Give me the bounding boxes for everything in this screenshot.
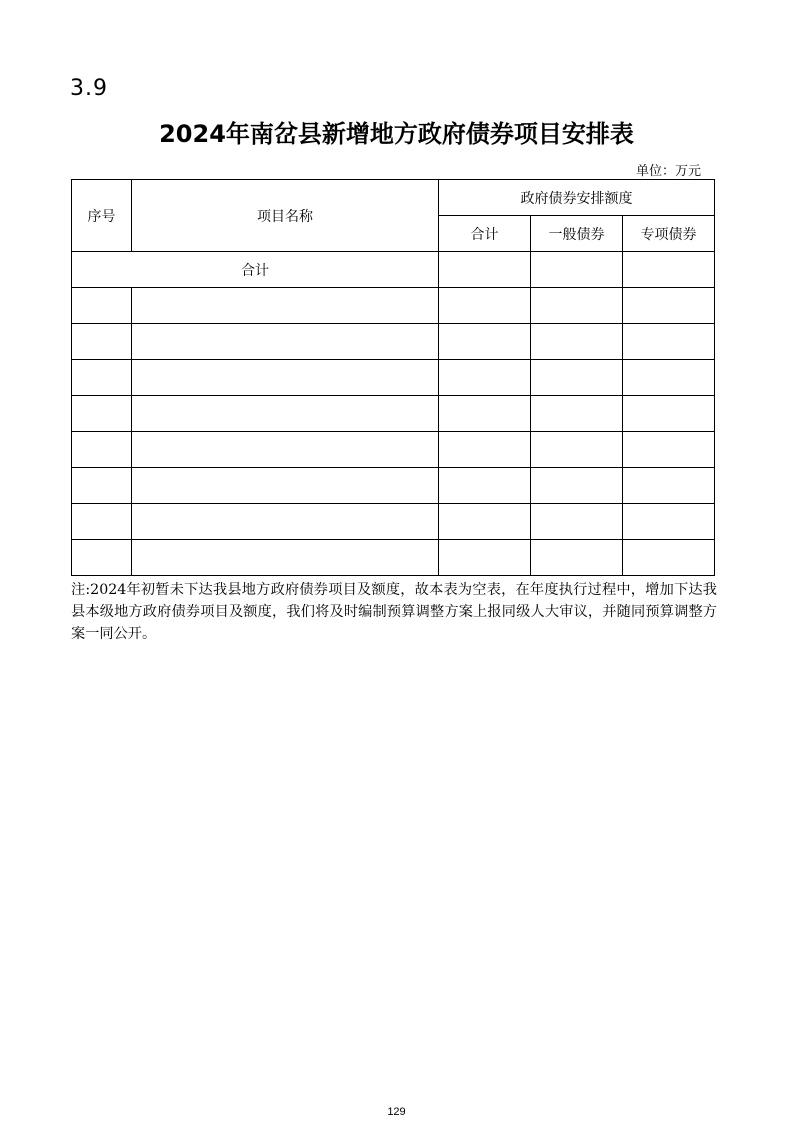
table-cell bbox=[439, 432, 531, 468]
table-cell bbox=[132, 360, 439, 396]
table-cell bbox=[623, 432, 715, 468]
table-cell bbox=[531, 288, 623, 324]
table-cell bbox=[72, 396, 132, 432]
table-cell bbox=[72, 540, 132, 576]
table-cell bbox=[439, 360, 531, 396]
table-row bbox=[72, 540, 715, 576]
table-cell bbox=[132, 504, 439, 540]
table-row bbox=[72, 432, 715, 468]
table-cell bbox=[439, 288, 531, 324]
header-arrangement: 政府债券安排额度 bbox=[439, 180, 715, 216]
table-row bbox=[72, 324, 715, 360]
table-header-row bbox=[72, 180, 715, 216]
table-cell bbox=[623, 468, 715, 504]
table-cell bbox=[439, 504, 531, 540]
table-cell bbox=[531, 504, 623, 540]
header-project-name: 项目名称 bbox=[132, 180, 439, 252]
total-row bbox=[72, 252, 715, 288]
table-cell bbox=[531, 432, 623, 468]
page-title: 2024年南岔县新增地方政府债券项目安排表 bbox=[159, 120, 634, 148]
table-cell bbox=[72, 432, 132, 468]
table-cell bbox=[72, 468, 132, 504]
table-cell bbox=[623, 540, 715, 576]
table-row bbox=[72, 396, 715, 432]
table-cell bbox=[72, 360, 132, 396]
table-cell bbox=[623, 324, 715, 360]
table-cell bbox=[132, 324, 439, 360]
table-cell bbox=[132, 540, 439, 576]
bond-arrangement-table bbox=[71, 179, 715, 576]
table-note: 注:2024年初暂未下达我县地方政府债券项目及额度，故本表为空表，在年度执行过程中，增加下达我县本级地方政府债券项目及额度，我们将及时编制预算调整方案上报同级人大审议，并随同预算调整方案一同公开。 bbox=[71, 582, 717, 642]
total-cell-total bbox=[439, 252, 531, 288]
unit-label: 单位：万元 bbox=[635, 164, 701, 179]
table-row bbox=[72, 288, 715, 324]
table-cell bbox=[531, 324, 623, 360]
table-cell bbox=[531, 468, 623, 504]
table-cell bbox=[531, 396, 623, 432]
header-seq: 序号 bbox=[72, 180, 132, 252]
table-cell bbox=[623, 396, 715, 432]
table-cell bbox=[623, 504, 715, 540]
table-cell bbox=[132, 468, 439, 504]
total-cell-special bbox=[623, 252, 715, 288]
table-cell bbox=[623, 288, 715, 324]
table-cell bbox=[623, 360, 715, 396]
total-cell-general bbox=[531, 252, 623, 288]
table-row bbox=[72, 504, 715, 540]
table-cell bbox=[72, 288, 132, 324]
table-cell bbox=[439, 324, 531, 360]
page-number: 129 bbox=[387, 1106, 406, 1118]
section-number: 3.9 bbox=[70, 76, 108, 101]
table-cell bbox=[132, 396, 439, 432]
total-row-label: 合计 bbox=[72, 252, 439, 288]
header-total: 合计 bbox=[439, 216, 531, 252]
table-cell bbox=[439, 540, 531, 576]
header-general-bond: 一般债券 bbox=[531, 216, 623, 252]
table-cell bbox=[132, 432, 439, 468]
table-row bbox=[72, 360, 715, 396]
table-cell bbox=[439, 396, 531, 432]
table-cell bbox=[72, 504, 132, 540]
header-special-bond: 专项债券 bbox=[623, 216, 715, 252]
table-cell bbox=[132, 288, 439, 324]
table-cell bbox=[72, 324, 132, 360]
table-cell bbox=[531, 540, 623, 576]
table-cell bbox=[439, 468, 531, 504]
table-cell bbox=[531, 360, 623, 396]
table-row bbox=[72, 468, 715, 504]
